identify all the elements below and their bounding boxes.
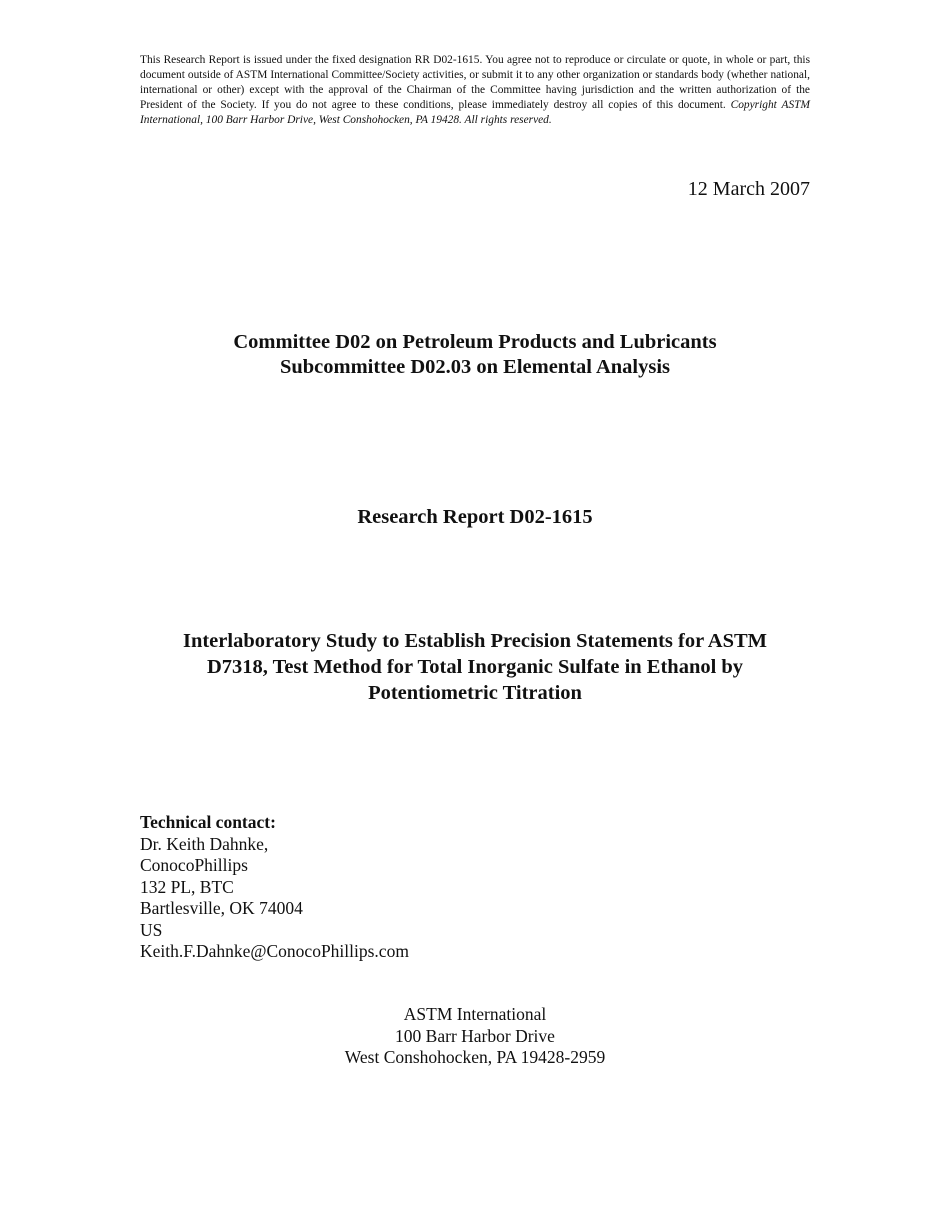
contact-country: US: [140, 919, 163, 940]
committee-name: Committee D02 on Petroleum Products and Lubricants: [233, 331, 717, 353]
copyright-line: Copyright ASTM International, 100 Barr Harbor Drive, West Conshohocken, PA 19428. All rights reserved.: [140, 99, 810, 126]
contact-address-line2: Bartlesville, OK 74004: [140, 898, 303, 918]
study-title: Interlaboratory Study to Establish Precision Statements for ASTM D7318, Test Method for Total Inorganic Sulfate in Ethanol by Potentiometric Titration: [182, 630, 768, 704]
subcommittee-name: Subcommittee D02.03 on Elemental Analysis: [279, 356, 671, 378]
astm-name: ASTM International: [403, 1004, 547, 1024]
astm-street: 100 Barr Harbor Drive: [395, 1025, 555, 1046]
astm-city: West Conshohocken, PA 19428-2959: [344, 1047, 606, 1067]
committee-heading: [0, 330, 950, 380]
copyright-notice: [140, 53, 810, 128]
notice-text: This Research Report is issued under the fixed designation RR D02-1615. You agree not to reproduce or circulate or quote, in whole or part, this document outside of ASTM International Committee/Society activities, or submit it to any other organization or standards body (whether national, international or other) except with the approval of the Chairman of the Committee having jurisdiction and the written authorization of the President of the Society. If you do not agree to these conditions, please immediately destroy all copies of this document.: [140, 54, 810, 111]
report-date: 12 March 2007: [687, 178, 810, 200]
contact-heading: Technical contact:: [140, 812, 276, 832]
contact-company: ConocoPhillips: [140, 855, 248, 875]
technical-contact: [140, 812, 409, 963]
contact-email: Keith.F.Dahnke@ConocoPhillips.com: [140, 941, 409, 961]
report-title: Research Report D02-1615: [357, 506, 593, 528]
contact-name: Dr. Keith Dahnke,: [140, 833, 269, 854]
contact-address-line1: 132 PL, BTC: [140, 876, 234, 897]
astm-address: [0, 1004, 950, 1069]
